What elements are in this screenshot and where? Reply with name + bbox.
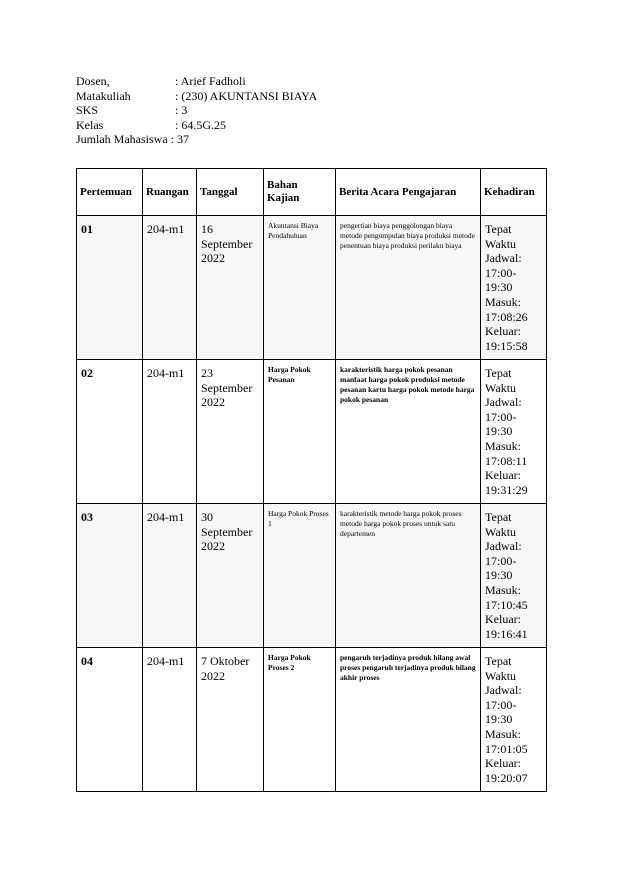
table-row [77, 360, 547, 504]
status-text: Tepat Waktu [485, 222, 517, 251]
cell-pertemuan: 01 [77, 216, 143, 360]
table-row [77, 648, 547, 792]
matakuliah-value: : (230) AKUNTANSI BIAYA [175, 88, 318, 103]
sks-value: : 3 [175, 103, 188, 118]
jadwal-text: Jadwal: 17:00-19:30 [485, 395, 522, 439]
masuk-text: Masuk: 17:08:11 [485, 438, 528, 468]
cell-tanggal: 30 September 2022 [197, 504, 264, 648]
cell-kehadiran [481, 648, 547, 792]
cell-berita-acara: karakteristik metode harga pokok proses metode harga pokok proses untuk satu departemen [336, 504, 481, 648]
table-row [77, 504, 547, 648]
cell-ruangan: 204-m1 [143, 360, 197, 504]
kelas-label: Kelas [76, 117, 104, 132]
cell-bahan-kajian: Akuntansi Biaya Pendahuluan [264, 216, 336, 360]
cell-bahan-kajian: Harga Pokok Proses 2 [264, 648, 336, 792]
cell-ruangan: 204-m1 [143, 648, 197, 792]
keluar-text: Keluar: 19:20:07 [485, 756, 528, 785]
table-row [77, 216, 547, 360]
masuk-text: Masuk: 17:10:45 [485, 582, 528, 612]
col-bahan-kajian: Bahan Kajian [264, 169, 336, 216]
cell-kehadiran [481, 504, 547, 648]
sks-row [76, 103, 317, 118]
col-tanggal: Tanggal [197, 169, 264, 216]
keluar-text: Keluar: 19:16:41 [485, 612, 528, 641]
cell-kehadiran [481, 216, 547, 360]
jumlah-value: : 37 [170, 132, 189, 147]
kelas-row [76, 118, 317, 133]
dosen-label: Dosen, [76, 74, 110, 88]
col-kehadiran: Kehadiran [481, 169, 547, 216]
cell-bahan-kajian: Harga Pokok Proses 1 [264, 504, 336, 648]
cell-ruangan: 204-m1 [143, 216, 197, 360]
col-ruangan: Ruangan [143, 169, 197, 216]
masuk-text: Masuk: 17:08:26 [485, 294, 528, 324]
status-text: Tepat Waktu [485, 366, 517, 395]
matakuliah-label: Matakuliah [76, 88, 131, 103]
table-header-row [77, 169, 547, 216]
cell-bahan-kajian: Harga Pokok Pesanan [264, 360, 336, 504]
jumlah-label: Jumlah Mahasiswa [76, 132, 168, 147]
berita-acara-table [76, 168, 547, 792]
jadwal-text: Jadwal: 17:00-19:30 [485, 251, 522, 295]
sks-label: SKS [76, 103, 99, 118]
jadwal-text: Jadwal: 17:00-19:30 [485, 539, 522, 583]
cell-ruangan: 204-m1 [143, 504, 197, 648]
cell-berita-acara: pengaruh terjadinya produk hilang awal proses pengaruh terjadinya produk hilang akhir proses [336, 648, 481, 792]
cell-pertemuan: 03 [77, 504, 143, 648]
jumlah-row [76, 132, 317, 147]
cell-berita-acara: karakteristik harga pokok pesanan manfaat harga pokok produksi metode pesanan kartu harga pokok metode harga pokok pesanan [336, 360, 481, 504]
cell-tanggal: 16 September 2022 [197, 216, 264, 360]
cell-pertemuan: 04 [77, 648, 143, 792]
cell-tanggal: 7 Oktober 2022 [197, 648, 264, 792]
keluar-text: Keluar: 19:15:58 [485, 324, 528, 353]
status-text: Tepat Waktu [485, 654, 517, 683]
col-berita-acara: Berita Acara Pengajaran [336, 169, 481, 216]
cell-tanggal: 23 September 2022 [197, 360, 264, 504]
course-info [76, 74, 317, 147]
dosen-value: : Arief Fadholi [175, 74, 246, 88]
kelas-value: : 64.5G.25 [175, 117, 226, 132]
cell-berita-acara: pengertian biaya penggolongan biaya metode pengumpulan biaya produksi metode penentuan biaya produksi perilaku biaya [336, 216, 481, 360]
cell-pertemuan: 02 [77, 360, 143, 504]
matakuliah-row [76, 89, 317, 104]
jadwal-text: Jadwal: 17:00-19:30 [485, 683, 522, 727]
dosen-row [76, 74, 317, 89]
cell-kehadiran [481, 360, 547, 504]
col-pertemuan: Pertemuan [77, 169, 143, 216]
keluar-text: Keluar: 19:31:29 [485, 468, 528, 497]
status-text: Tepat Waktu [485, 510, 517, 539]
masuk-text: Masuk: 17:01:05 [485, 726, 528, 756]
